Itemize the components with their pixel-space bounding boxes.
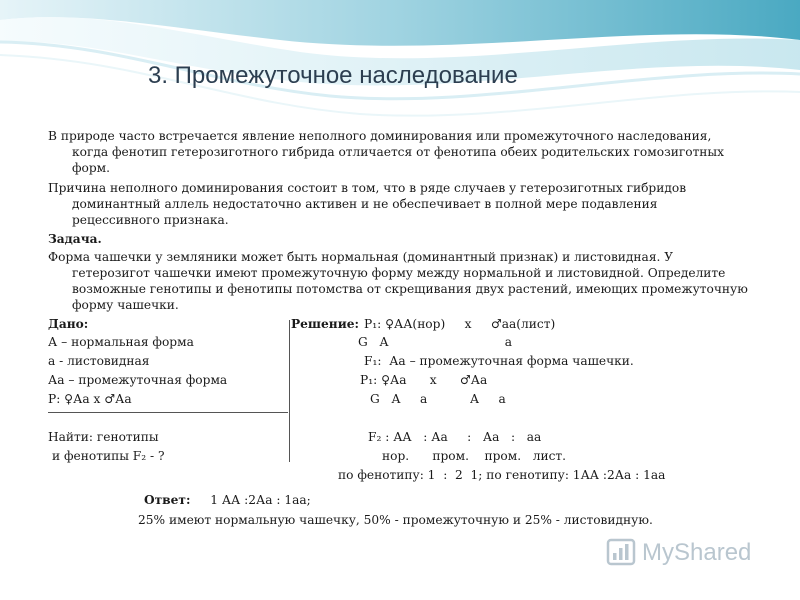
given-line: Р: ♀Аа х ♂Аа	[48, 392, 132, 406]
intro-p2-first: Причина неполного доминирования состоит в том, что в ряде случаев у гетерозиготных гибридов	[48, 181, 687, 195]
find-line-2: и фенотипы F₂ - ?	[52, 449, 165, 463]
chart-logo-icon	[606, 536, 636, 568]
solution-g2: G А а А а	[370, 392, 506, 406]
solution-p1: P₁: ♀АА(нор) х ♂аа(лист)	[364, 317, 556, 331]
watermark-text: MyShared	[642, 539, 752, 566]
given-line: Аа – промежуточная форма	[48, 373, 228, 387]
task-text-rest: гетерозигот чашечки имеют промежуточную форму между нормальной и листовидной. Определите возможные генотипы и фенотипы потомства от скрещивания двух растений, имеющих промежуточную форму чашечки.	[72, 266, 748, 312]
intro-p1-rest: когда фенотип гетерозиготного гибрида отличается от фенотипа обеих родительских гомозиготных форм.	[72, 145, 725, 175]
intro-p1-first: В природе часто встречается явление неполного доминирования или промежуточного наследования,	[48, 129, 712, 143]
solution-f2: F₂ : АА : Аа : Аа : аа	[368, 430, 542, 444]
intro-paragraph-2	[48, 180, 748, 228]
solution-f1: F₁: Аа – промежуточная форма чашечки.	[364, 354, 634, 368]
task-text-first: Форма чашечки у земляники может быть нормальная (доминантный признак) и листовидная. У	[48, 250, 674, 264]
answer-text: 1 АА :2Аа : 1аа;	[210, 493, 311, 507]
find-label: Найти: генотипы	[48, 430, 159, 444]
answer-label: Ответ:	[144, 493, 191, 507]
given-line: а - листовидная	[48, 354, 150, 368]
solution-p2: P₁: ♀Аа х ♂Аа	[360, 373, 488, 387]
answer-line	[144, 492, 311, 508]
divider-horizontal	[48, 412, 288, 413]
answer-line-2: 25% имеют нормальную чашечку, 50% - промежуточную и 25% - листовидную.	[138, 513, 653, 527]
solution-f2-phenotypes: нор. пром. пром. лист.	[382, 449, 567, 463]
task-label: Задача.	[48, 232, 102, 246]
task-paragraph	[48, 249, 748, 313]
watermark-logo	[606, 536, 766, 572]
intro-paragraph-1	[48, 128, 748, 176]
slide-title: 3. Промежуточное наследование	[148, 62, 518, 89]
divider-vertical	[289, 320, 290, 462]
solution-g1: G А а	[358, 335, 513, 349]
solution-ratio: по фенотипу: 1 : 2 1; по генотипу: 1АА :2Аа : 1аа	[338, 468, 666, 482]
solution-label: Решение:	[291, 317, 359, 331]
given-line: А – нормальная форма	[48, 335, 194, 349]
given-label: Дано:	[48, 317, 89, 331]
intro-p2-rest: доминантный аллель недостаточно активен и не обеспечивает в полной мере подавления рецессивного признака.	[72, 197, 658, 227]
